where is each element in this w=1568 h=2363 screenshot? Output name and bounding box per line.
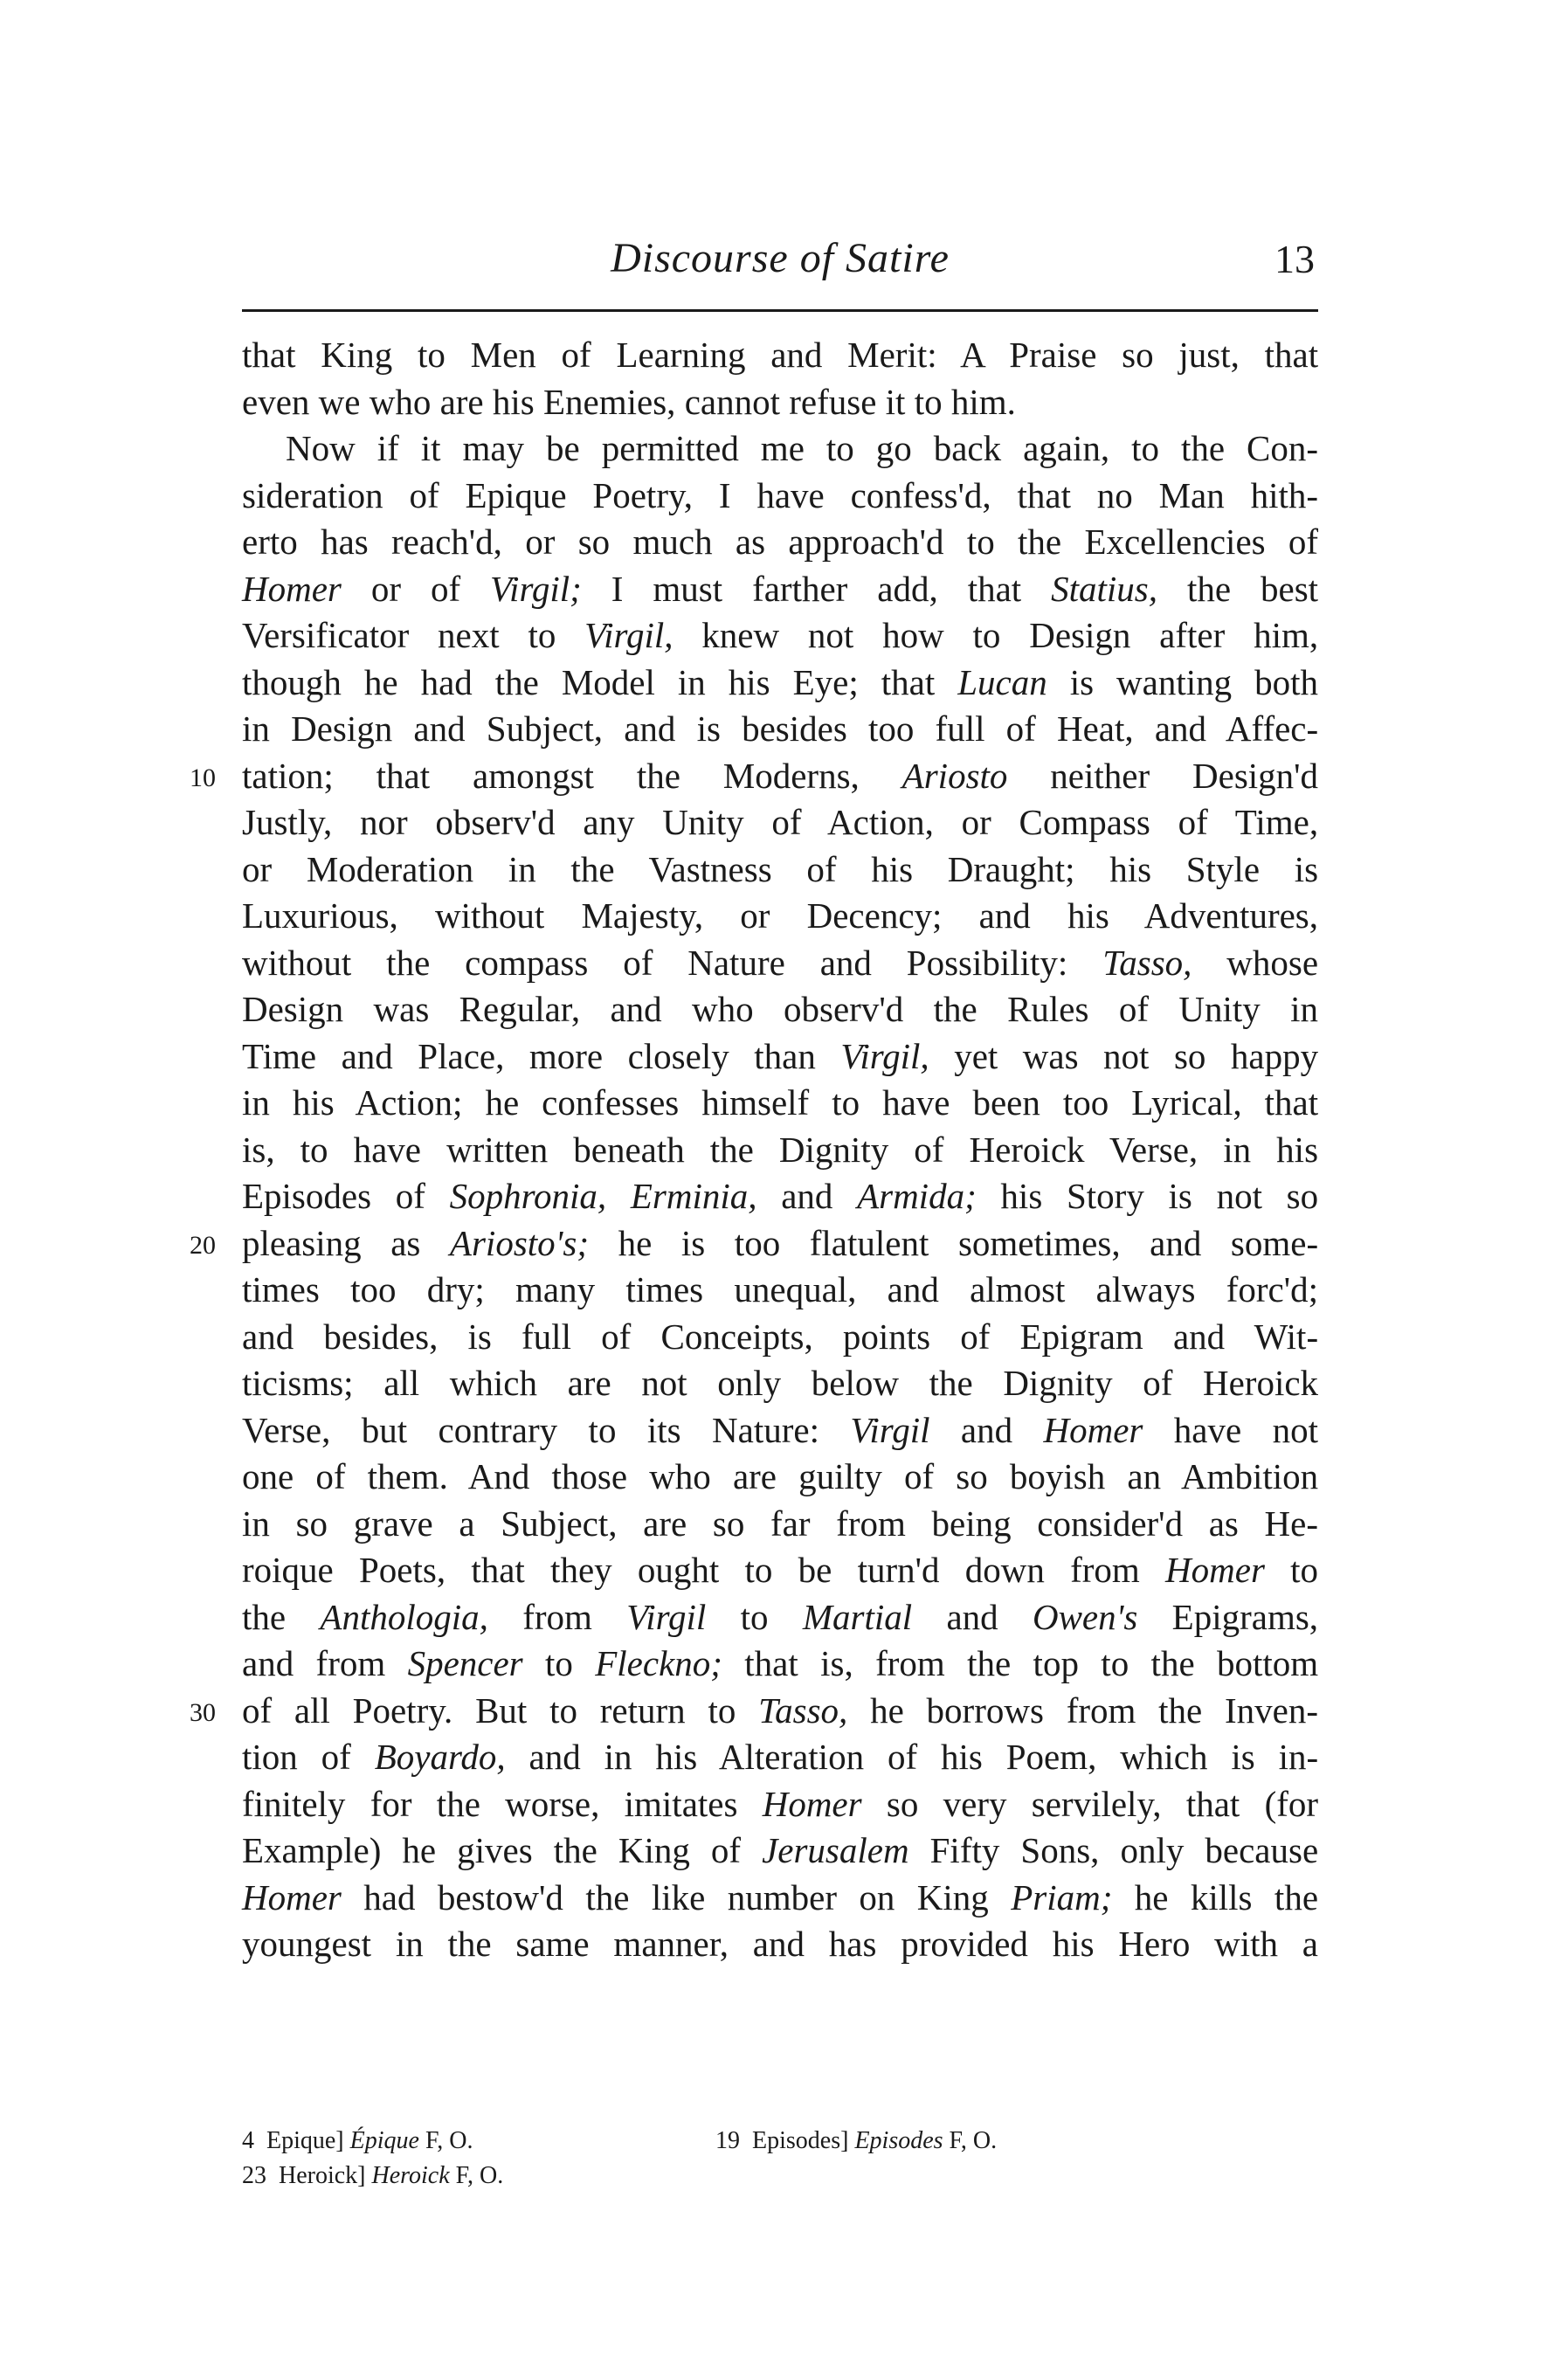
body-text	[190, 332, 1319, 1968]
footnote-row	[242, 2159, 1318, 2194]
running-head	[242, 234, 1318, 295]
text-line	[190, 1688, 1319, 1735]
text-line-content: times too dry; many times unequal, and almost always forc'd;	[242, 1269, 1319, 1309]
text-line	[242, 425, 1318, 473]
text-line	[242, 1127, 1318, 1174]
text-line-content: Episodes of Sophronia, Erminia, and Armida; his Story is not so	[242, 1176, 1319, 1216]
text-line	[242, 1501, 1318, 1548]
footnote-line-ref: 23	[242, 2162, 266, 2189]
text-line	[242, 846, 1318, 894]
text-line-content: Versificator next to Virgil, knew not how to Design after him,	[242, 615, 1319, 655]
footnote-lemma: Heroick]	[279, 2162, 366, 2189]
text-line	[242, 986, 1318, 1033]
footnote-variant: Heroick	[371, 2162, 450, 2189]
footnote	[242, 2159, 503, 2193]
header-rule	[242, 309, 1318, 312]
text-line-content: without the compass of Nature and Possibility: Tasso, whose	[242, 942, 1319, 983]
text-line-content: in his Action; he confesses himself to have been too Lyrical, that	[242, 1082, 1319, 1123]
text-line-content: Luxurious, without Majesty, or Decency; and his Adventures,	[242, 895, 1319, 936]
text-line-content: roique Poets, that they ought to be turn'd down from Homer to	[242, 1550, 1319, 1590]
text-line	[242, 799, 1318, 846]
line-number: 30	[190, 1697, 216, 1727]
footnote-lemma: Epique]	[266, 2127, 344, 2154]
text-line-content: pleasing as Ariosto's; he is too flatulent sometimes, and some-	[242, 1222, 1319, 1263]
text-line-content: Example) he gives the King of Jerusalem Fifty Sons, only because	[242, 1830, 1319, 1870]
text-line	[242, 519, 1318, 566]
text-line-content: even we who are his Enemies, cannot refuse it to him.	[242, 381, 1016, 422]
text-line-content: tation; that amongst the Moderns, Ariosto neither Design'd	[242, 755, 1319, 796]
text-line	[242, 566, 1318, 613]
footnote-lemma: Episodes]	[752, 2127, 849, 2154]
footnote-sources: F, O.	[949, 2127, 998, 2154]
text-line-content: and besides, is full of Conceipts, points of Epigram and Wit-	[242, 1316, 1319, 1357]
footnote-line-ref: 19	[715, 2127, 740, 2154]
footnote-line-ref: 4	[242, 2127, 254, 2154]
text-line-content: erto has reach'd, or so much as approach'd to the Excellencies of	[242, 522, 1319, 562]
page-number: 13	[1274, 237, 1315, 281]
text-line-content: Justly, nor observ'd any Unity of Action, or Compass of Time,	[242, 802, 1319, 842]
text-line	[190, 753, 1319, 800]
text-line	[242, 940, 1318, 987]
text-line	[190, 1220, 1319, 1268]
text-line	[242, 1033, 1318, 1081]
text-line	[242, 1080, 1318, 1127]
text-line-content: or Moderation in the Vastness of his Draught; his Style is	[242, 848, 1319, 889]
text-line-content: Now if it may be permitted me to go back again, to the Con-	[286, 428, 1319, 468]
footnotes	[242, 2125, 1318, 2194]
text-line	[242, 1407, 1318, 1454]
text-line	[242, 1641, 1318, 1688]
text-line-content: finitely for the worse, imitates Homer so very servilely, that (for	[242, 1783, 1319, 1824]
line-number: 20	[190, 1230, 216, 1260]
text-line-content: is, to have written beneath the Dignity of Heroick Verse, in his	[242, 1129, 1319, 1170]
line-number: 10	[190, 763, 216, 792]
text-line	[242, 1781, 1318, 1828]
text-line-content: that King to Men of Learning and Merit: A Praise so just, that	[242, 335, 1319, 375]
text-line-content: in Design and Subject, and is besides too full of Heat, and Affec-	[242, 708, 1319, 749]
text-line	[242, 1921, 1318, 1968]
footnote-variant: Épique	[349, 2127, 419, 2154]
text-line-content: Verse, but contrary to its Nature: Virgil and Homer have not	[242, 1409, 1318, 1450]
text-line	[242, 473, 1318, 520]
text-line	[242, 660, 1318, 707]
text-line-content: Time and Place, more closely than Virgil, yet was not so happy	[242, 1035, 1319, 1076]
text-line-content: youngest in the same manner, and has provided his Hero with a	[242, 1924, 1318, 1964]
text-line	[242, 1547, 1318, 1594]
footnote-sources: F, O.	[455, 2162, 504, 2189]
text-line	[242, 1828, 1318, 1875]
footnote-sources: F, O.	[425, 2127, 473, 2154]
text-line	[242, 706, 1318, 753]
text-line-content: one of them. And those who are guilty of so boyish an Ambition	[242, 1456, 1319, 1496]
text-line-content: Homer had bestow'd the like number on King Priam; he kills the	[242, 1876, 1319, 1917]
running-title: Discourse of Satire	[611, 235, 950, 281]
text-line-content: the Anthologia, from Virgil to Martial and Owen's Epigrams,	[242, 1596, 1319, 1637]
text-line	[242, 1875, 1318, 1922]
footnote-variant: Episodes	[854, 2127, 943, 2154]
text-line	[242, 1734, 1318, 1781]
text-line	[242, 1594, 1318, 1641]
text-line-content: tion of Boyardo, and in his Alteration of his Poem, which is in-	[242, 1737, 1319, 1777]
text-line-content: in so grave a Subject, are so far from being consider'd as He-	[242, 1503, 1319, 1544]
text-line-content: Homer or of Virgil; I must farther add, that Statius, the best	[242, 568, 1319, 609]
text-line-content: sideration of Epique Poetry, I have confess'd, that no Man hith-	[242, 474, 1318, 515]
footnote	[715, 2125, 997, 2158]
text-line	[242, 379, 1318, 426]
text-line	[242, 612, 1318, 660]
text-line	[242, 893, 1318, 940]
text-line	[242, 1173, 1318, 1220]
text-line	[242, 1267, 1318, 1314]
text-line-content: and from Spencer to Fleckno; that is, from the top to the bottom	[242, 1643, 1319, 1683]
text-line	[242, 1314, 1318, 1361]
footnote-row	[242, 2125, 1318, 2159]
text-line	[242, 332, 1318, 379]
text-line-content: Design was Regular, and who observ'd the Rules of Unity in	[242, 989, 1319, 1029]
text-line	[242, 1454, 1318, 1501]
text-line-content: ticisms; all which are not only below the Dignity of Heroick	[242, 1363, 1319, 1403]
text-line-content: though he had the Model in his Eye; that Lucan is wanting both	[242, 661, 1319, 702]
text-line	[242, 1360, 1318, 1407]
footnote	[242, 2125, 473, 2158]
text-line-content: of all Poetry. But to return to Tasso, he borrows from the Inven-	[242, 1689, 1319, 1731]
